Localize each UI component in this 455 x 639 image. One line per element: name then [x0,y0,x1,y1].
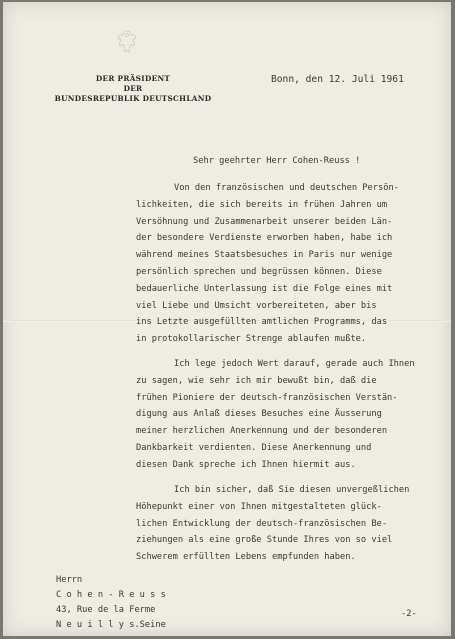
body-line: Ich bin sicher, daß Sie diesen unvergeßlichen [174,485,410,495]
salutation: Sehr geehrter Herr Cohen-Reuss ! [193,156,361,166]
letter-page [3,2,451,636]
letterhead-line-1: DER PRÄSIDENT [95,74,171,83]
letterhead [53,74,213,104]
body-line: Von den französischen und deutschen Persön- [174,183,399,193]
body-line: in protokollarischer Strenge ablaufen mußte. [136,334,367,345]
body-line: viel Liebe und Umsicht vorbereiteten, aber bis [136,300,377,311]
recipient-line-3: 43, Rue de la Ferme [56,605,156,615]
body-line: digung aus Anlaß dieses Besuches eine Äusserung [136,409,382,420]
body-line: ziehungen als eine große Stunde Ihres von so viel [136,535,393,546]
body-line: Schwerem erfüllten Lebens empfunden haben. [136,552,356,563]
body-line: Höhepunkt einer von Ihnen mitgestalteten glück- [136,501,382,512]
body-line: persönlich sprechen und begrüssen können. Diese [136,267,382,277]
body-line: meiner herzlichen Anerkennung und der besonderen [136,426,388,437]
body-line: frühen Pioniere der deutsch-französischen Verstän- [136,392,398,403]
body-line: der besondere Verdienste erworben haben, habe ich [136,233,393,244]
body-line: ins Letzte ausgefüllten amtlichen Programms, das [136,317,388,328]
letter-date: Bonn, den 12. Juli 1961 [271,74,404,85]
recipient-line-4: N e u i l l y s.Seine [56,620,166,630]
body-line: bedauerliche Unterlassung ist die Folge eines mit [136,283,393,294]
letterhead-line-3: BUNDESREPUBLIK DEUTSCHLAND [54,94,212,103]
body-line: lichen Entwicklung der deutsch-französischen Be- [136,518,388,529]
body-line: diesen Dank spreche ich Ihnen hiermit aus. [136,459,356,470]
page-number: -2- [401,609,417,619]
body-line: Dankbarkeit verdienten. Diese Anerkennung und [136,443,372,453]
federal-eagle-icon [116,29,138,55]
body-line: Versöhnung und Zusammenarbeit unserer beiden Län- [136,216,393,227]
recipient-address [56,573,166,633]
body-line: Ich lege jedoch Wert darauf, gerade auch Ihnen [174,359,415,369]
recipient-line-1: Herrn [56,575,83,585]
body-line: lichkeiten, die sich bereits in frühen Jahren um [136,199,388,210]
body-line: zu sagen, wie sehr ich mir bewußt bin, daß die [136,375,377,386]
letterhead-line-2: DER [123,84,143,93]
body-line: während meines Staatsbesuches in Paris nur wenige [136,250,393,261]
recipient-line-2: C o h e n - R e u s s [56,590,166,600]
